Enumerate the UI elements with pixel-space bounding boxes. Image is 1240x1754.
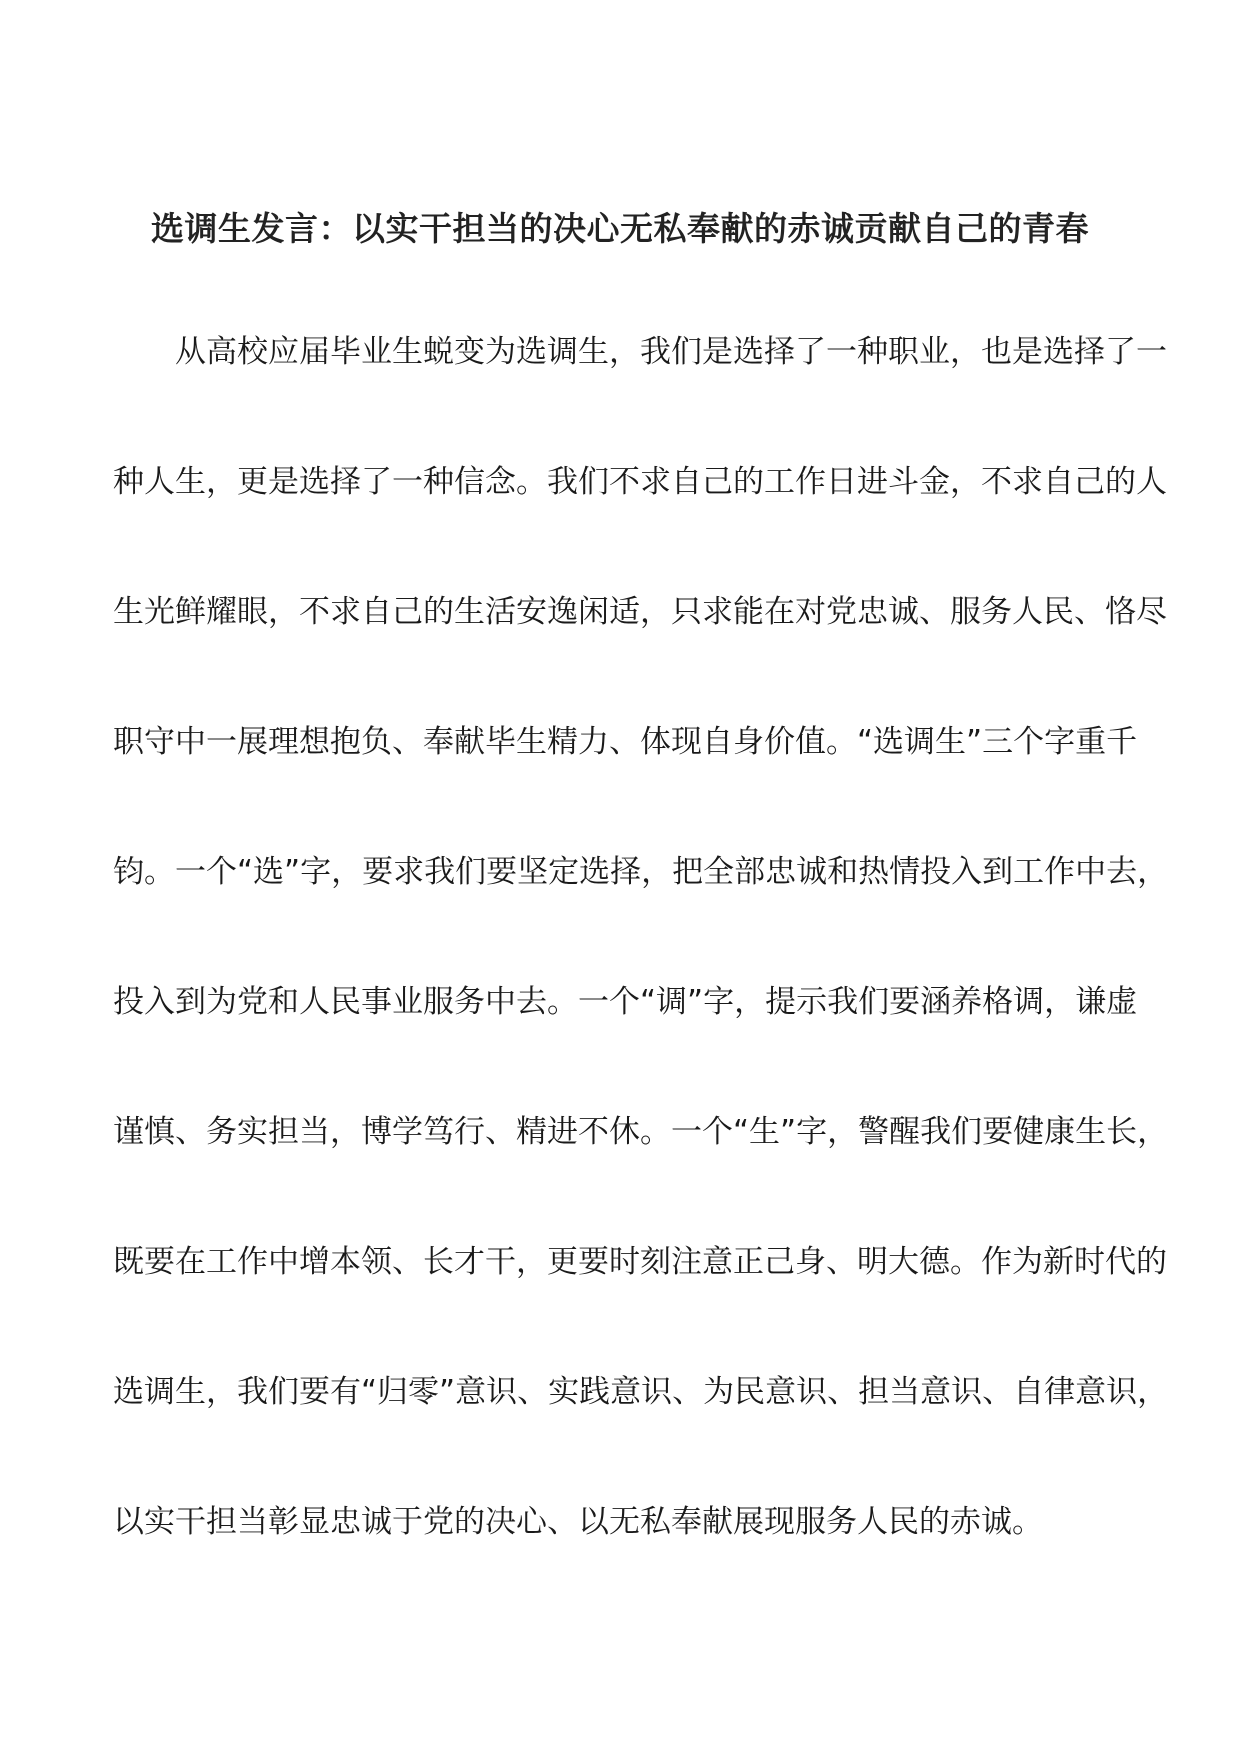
paragraph-line: 选调生，我们要有“归零”意识、实践意识、为民意识、担当意识、自律意识，	[113, 1374, 1169, 1410]
paragraph-line: 投入到为党和人民事业服务中去。一个“调”字，提示我们要涵养格调，谦虚	[113, 984, 1138, 1020]
paragraph-line: 钧。一个“选”字，要求我们要坚定选择，把全部忠诚和热情投入到工作中去，	[113, 854, 1169, 890]
paragraph-line: 既要在工作中增本领、长才干，更要时刻注意正己身、明大德。作为新时代的	[113, 1244, 1167, 1280]
paragraph-line: 谨慎、务实担当，博学笃行、精进不休。一个“生”字，警醒我们要健康生长，	[113, 1114, 1169, 1150]
paragraph-line: 以实干担当彰显忠诚于党的决心、以无私奉献展现服务人民的赤诚。	[113, 1504, 1043, 1540]
paragraph-line: 职守中一展理想抱负、奉献毕生精力、体现自身价值。“选调生”三个字重千	[113, 724, 1138, 760]
document-title: 选调生发言：以实干担当的决心无私奉献的赤诚贡献自己的青春	[151, 209, 1089, 248]
paragraph-line: 种人生，更是选择了一种信念。我们不求自己的工作日进斗金，不求自己的人	[113, 464, 1167, 500]
paragraph-line: 从高校应届毕业生蜕变为选调生，我们是选择了一种职业，也是选择了一	[175, 334, 1167, 370]
paragraph-line: 生光鲜耀眼，不求自己的生活安逸闲适，只求能在对党忠诚、服务人民、恪尽	[113, 594, 1167, 630]
